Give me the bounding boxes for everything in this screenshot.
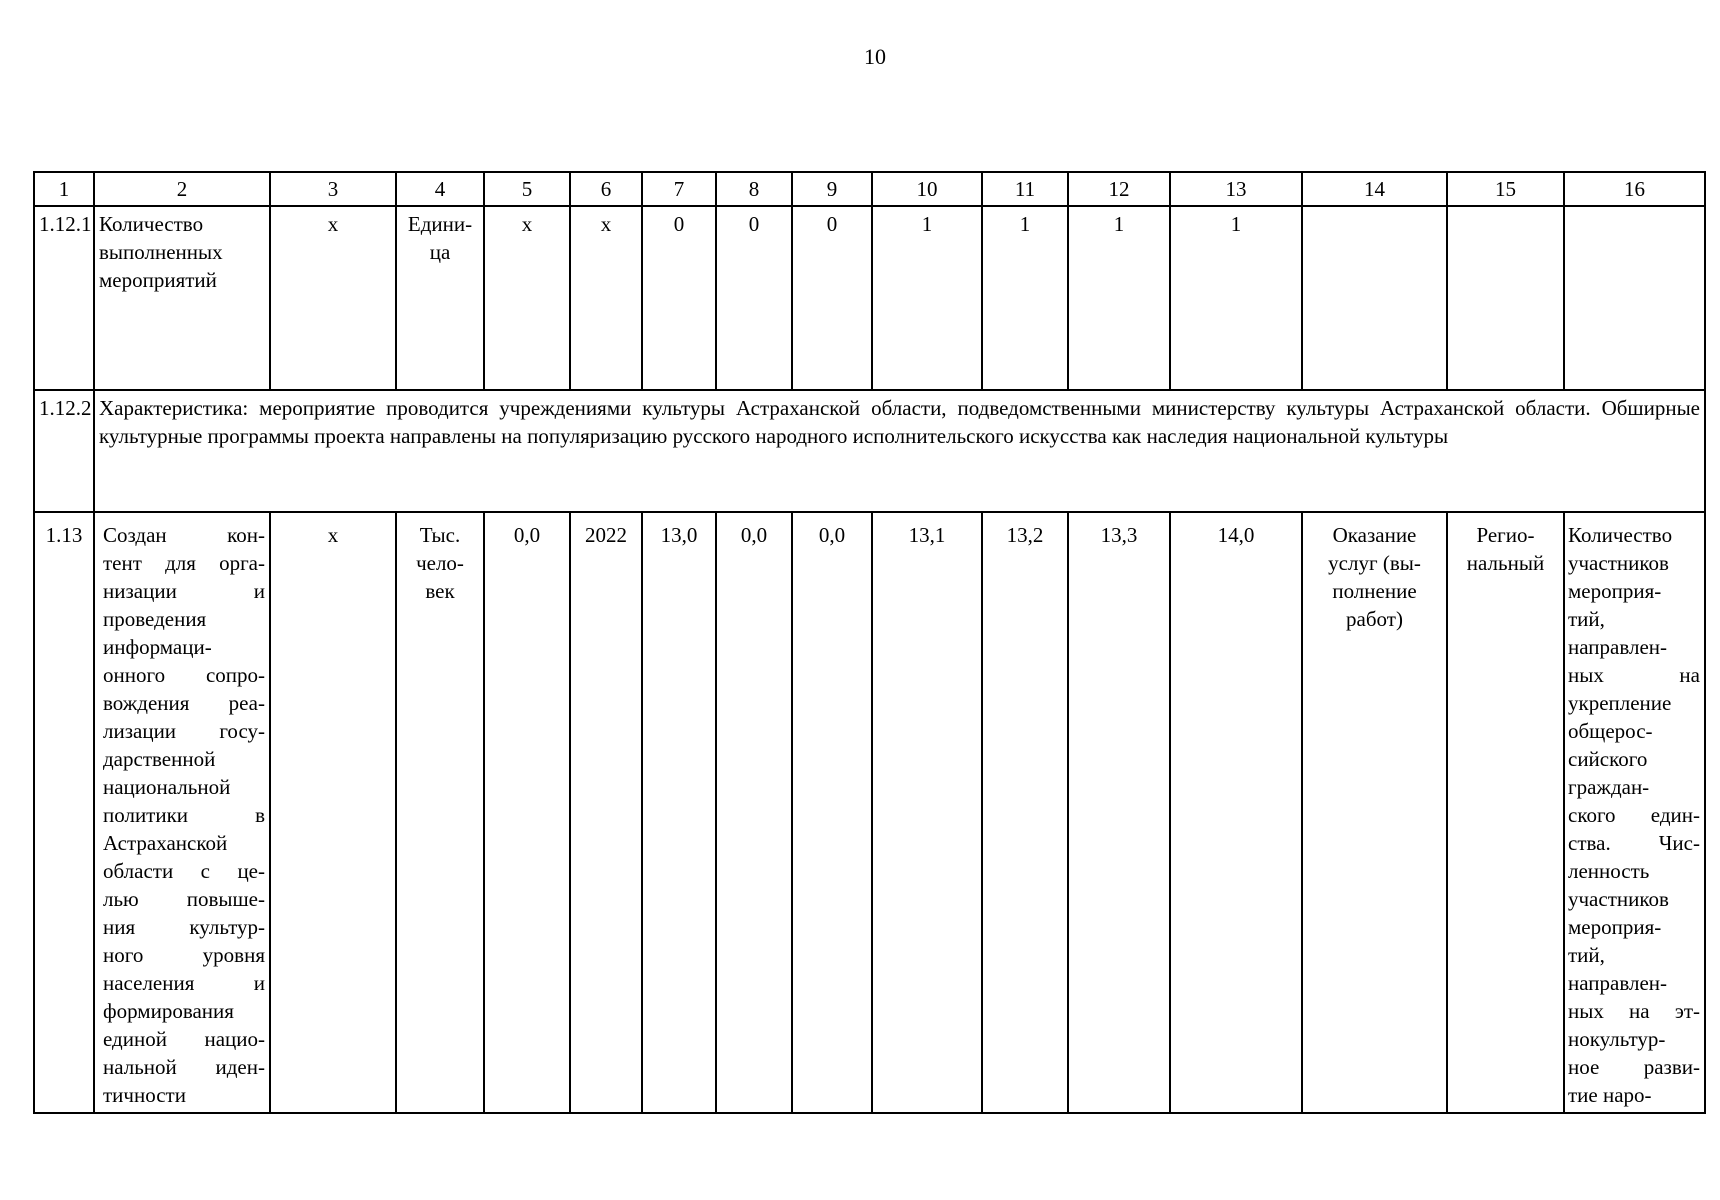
row-number: 1.13: [34, 512, 94, 1113]
result-characteristic-line: сийского: [1568, 747, 1648, 771]
table-cell: 0,0: [792, 512, 872, 1113]
result-name-line: лью повыше-: [103, 887, 265, 911]
column-number: 2: [94, 172, 270, 206]
table-cell: 0,0: [484, 512, 570, 1113]
table-cell: 14,0: [1170, 512, 1302, 1113]
column-number: 3: [270, 172, 396, 206]
result-name-line: информаци-: [103, 635, 212, 659]
result-name-line: нальной иден-: [103, 1055, 265, 1079]
result-characteristic-line: граждан-: [1568, 775, 1650, 799]
result-characteristic-text: [1568, 521, 1700, 1109]
column-number: 8: [716, 172, 792, 206]
table-cell: 1: [872, 206, 982, 390]
column-number: 4: [396, 172, 484, 206]
result-name-line: проведения: [103, 607, 207, 631]
table-cell: [1302, 206, 1447, 390]
result-characteristic-line: ное разви-: [1568, 1055, 1700, 1079]
table-cell: 1: [1170, 206, 1302, 390]
indicators-table: [33, 171, 1706, 1114]
table-cell: 13,2: [982, 512, 1068, 1113]
result-name-text: [103, 521, 265, 1109]
table-cell: х: [270, 206, 396, 390]
column-number: 10: [872, 172, 982, 206]
column-number: 12: [1068, 172, 1170, 206]
characteristic-text: Характеристика: мероприятие проводится учреждениями культуры Астраханской области, подведомственными министерству культуры Астраханской области. Обширные культурные программы проекта направлены на популяризацию русского народного исполнительского искусства как наследия национальной культуры: [94, 390, 1705, 512]
result-name-line: тент для орга-: [103, 551, 265, 575]
table-row: [34, 512, 1705, 1113]
result-characteristic-line: ных на: [1568, 663, 1700, 687]
result-name-line: дарственной: [103, 747, 216, 771]
result-characteristic-line: направлен-: [1568, 635, 1668, 659]
result-name-line: единой нацио-: [103, 1027, 265, 1051]
column-number: 7: [642, 172, 716, 206]
result-characteristic-line: тие наро-: [1568, 1083, 1652, 1107]
result-name-line: ного уровня: [103, 943, 265, 967]
table-cell: 13,1: [872, 512, 982, 1113]
column-number: 15: [1447, 172, 1564, 206]
table-cell: 2022: [570, 512, 642, 1113]
result-characteristic-line: нокультур-: [1568, 1027, 1666, 1051]
result-name-line: Астраханской: [103, 831, 228, 855]
row-number: 1.12.1: [34, 206, 94, 390]
unit-cell: Тыс. чело- век: [396, 512, 484, 1113]
table-cell: х: [270, 512, 396, 1113]
page-number: 10: [864, 44, 886, 69]
table-cell: х: [570, 206, 642, 390]
result-name-line: политики в: [103, 803, 265, 827]
result-characteristic: [1564, 512, 1705, 1113]
result-name-line: формирования: [103, 999, 234, 1023]
column-number: 6: [570, 172, 642, 206]
table-row: [34, 390, 1705, 512]
result-characteristic-line: общерос-: [1568, 719, 1653, 743]
result-name-line: низации и: [103, 579, 265, 603]
result-characteristic-line: участников: [1568, 887, 1669, 911]
indicator-name: Количество выполненных мероприятий: [94, 206, 270, 390]
result-level: Регио- нальный: [1447, 512, 1564, 1113]
result-characteristic-line: мероприя-: [1568, 579, 1662, 603]
table-cell: [1564, 206, 1705, 390]
table-cell: 1: [982, 206, 1068, 390]
result-characteristic-line: мероприя-: [1568, 915, 1662, 939]
result-characteristic-line: тий,: [1568, 943, 1605, 967]
result-name-line: ния культур-: [103, 915, 265, 939]
result-name-line: лизации госу-: [103, 719, 265, 743]
result-characteristic-line: ства. Чис-: [1568, 831, 1700, 855]
result-characteristic-line: направлен-: [1568, 971, 1668, 995]
table-cell: [1447, 206, 1564, 390]
result-name-line: населения и: [103, 971, 265, 995]
result-name-line: области с це-: [103, 859, 265, 883]
result-characteristic-line: ского един-: [1568, 803, 1700, 827]
column-number: 1: [34, 172, 94, 206]
result-characteristic-line: тий,: [1568, 607, 1605, 631]
table-cell: 1: [1068, 206, 1170, 390]
result-name-line: национальной: [103, 775, 231, 799]
result-characteristic-line: ленность: [1568, 859, 1650, 883]
table-cell: 0: [642, 206, 716, 390]
column-number: 5: [484, 172, 570, 206]
table-cell: 0: [716, 206, 792, 390]
result-name-line: тичности: [103, 1083, 186, 1107]
column-number: 13: [1170, 172, 1302, 206]
result-characteristic-line: укрепление: [1568, 691, 1672, 715]
result-name: [94, 512, 270, 1113]
row-number: 1.12.2: [34, 390, 94, 512]
result-name-line: вождения реа-: [103, 691, 265, 715]
table-cell: х: [484, 206, 570, 390]
result-name-line: Создан кон-: [103, 523, 265, 547]
result-name-line: онного сопро-: [103, 663, 265, 687]
column-number: 11: [982, 172, 1068, 206]
table-cell: 0,0: [716, 512, 792, 1113]
column-number: 16: [1564, 172, 1705, 206]
result-characteristic-line: участников: [1568, 551, 1669, 575]
result-type: Оказание услуг (вы- полнение работ): [1302, 512, 1447, 1113]
column-number: 14: [1302, 172, 1447, 206]
table-cell: 13,0: [642, 512, 716, 1113]
table-row: [34, 206, 1705, 390]
result-characteristic-line: Количество: [1568, 523, 1673, 547]
table-cell: 0: [792, 206, 872, 390]
table-cell: 13,3: [1068, 512, 1170, 1113]
result-characteristic-line: ных на эт-: [1568, 999, 1700, 1023]
column-number-row: [34, 172, 1705, 206]
unit-cell: Едини- ца: [396, 206, 484, 390]
column-number: 9: [792, 172, 872, 206]
